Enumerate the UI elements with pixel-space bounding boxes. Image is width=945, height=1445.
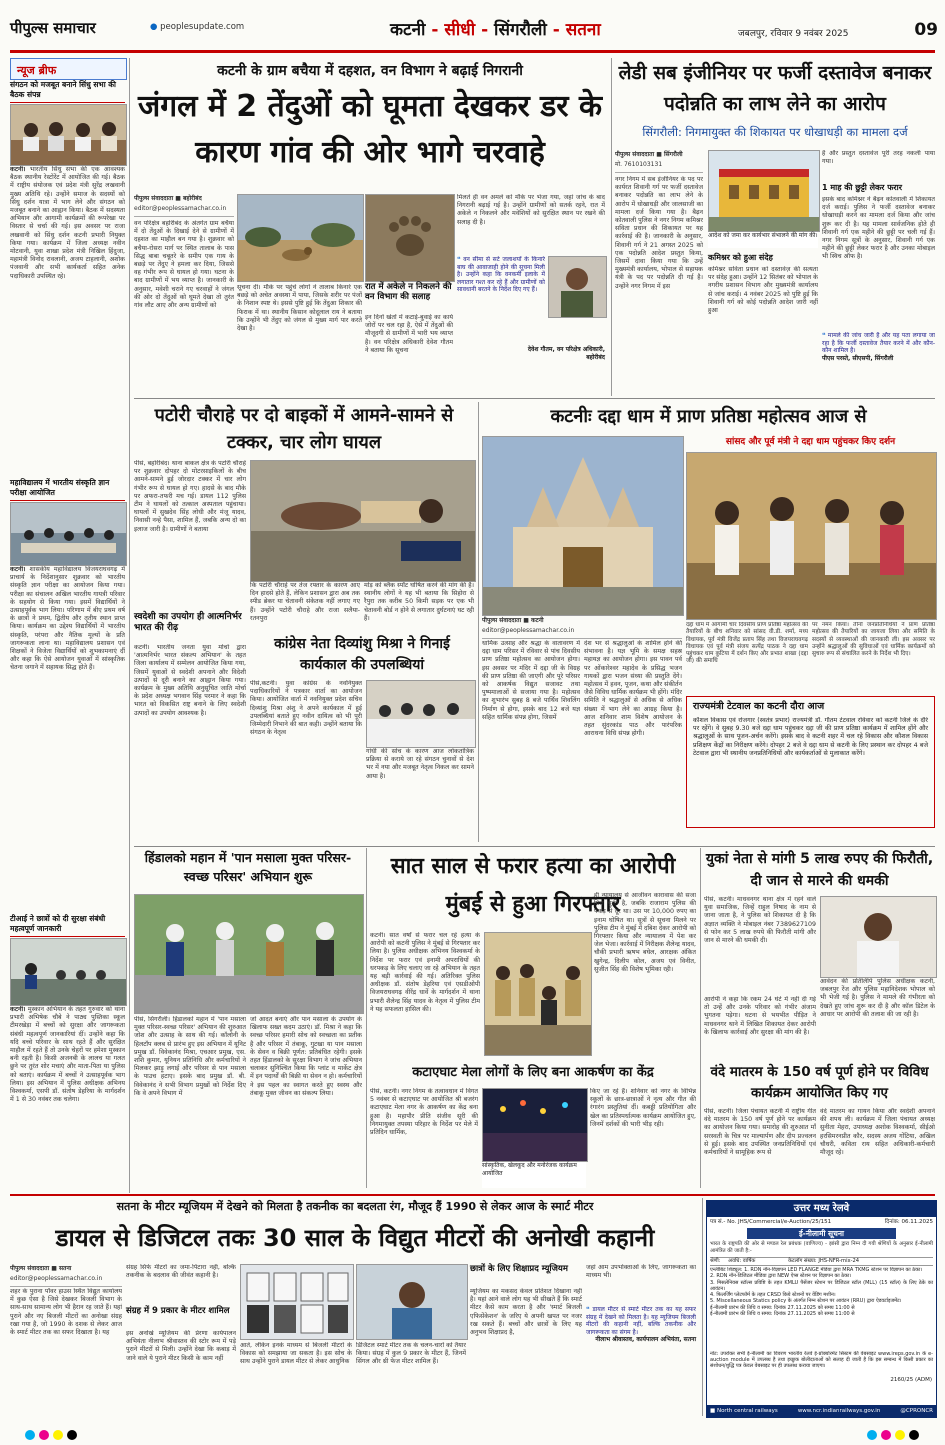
story1-body4: मिलते ही वन अमले को मौके पर भेजा गया, जहां जांच के बाद निगरानी बढ़ाई गई है। उन्होंने ग्रामीणों को सतर्क रहने, रात में अकेले न निकलने और मवेशियों को सुरक्षित स्थान पर रखने की सलाह दी है। [457,194,605,226]
story6-byline: पीपुल्स संवाददाता ■ कटनी editor@peoplessamachar.co.in [482,616,682,639]
page-number: 09 [914,20,938,40]
temple-photo [483,437,683,615]
story5-body2: गांधी की सोच के कारण आज लोकतांत्रिक प्रक्रिया से कराये जा रहे संगठन चुनावों से देश भर में नया और मजबूत नेतृत्व निकल कर सामने आया है। [366,748,474,780]
story7-headline: हिंडालको महान में 'पान मसाला मुक्त परिसर-स्वच्छ परिसर' अभियान शुरू [144,850,352,884]
story1-body1: वन परिक्षेत्र बहोरीबंद के अंतर्गत ग्राम बचैया में दो तेंदुओं के दिखाई देने से ग्रामीणों में दहशत का माहौल बन गया है। शुक्रवार को बचैया-रोसरा मार्ग पर स्थित तालाब के पास सिद्ध बाबा चबूतरे के समीप एक गाय के बछड़े पर तेंदुए ने हमला कर दिया, जिससे वह गंभीर रूप से घायल हो गया। घटना के बाद ग्रामीणों में भय व्याप्त है। जानकारी के अनुसार, मवेशी चराने गए चरवाहों ने जंगल की ओर दो तेंदुओं को घूमते देखा तो तुरंत गांव लौट आए और अन्य ग्रामीणों को [134,220,234,310]
story6-temple-photo [482,436,684,616]
tender-footer [707,1405,936,1417]
story7-body1: पीसं, सिंगरौली। हिंडालको महान में 'पान मसाला मुक्त परिसर-स्वच्छ परिसर' अभियान की शुरुआत जोश और उत्साह के साथ की गई। कॉलोनी के हिलटॉप क्लब से प्रारंभ हुए इस अभियान में यूनिट प्रमुख डॉ. विवेकानंद मिश्रा, एचआर प्रमुख, एस. शशि कुमार, यूनियन प्रतिनिधि और कर्मचारियों ने मिलकर झाड़ू लगाई और परिसर से पान मसाला के पाउच हटाए। इसके बाद प्रमुख डॉ. बी. विवेकानंद ने सभी विभाग प्रमुखों को निर्देश दिए कि वे अपने विभाग में [134,1016,246,1097]
story6-visit-photo [686,452,937,620]
story2-photo [708,150,820,232]
story12-body2: संग्रह सिर्फ मीटरों का जमा-पिटारा नहीं, बल्कि तकनीक के बदलाव की जीवंत कहानी है। [126,1264,236,1280]
story12-body5: डिजिटल स्मार्ट मीटर तक के चलन-चारों को तैयार किया। संग्रह में कुल 9 प्रकार के मीटर हैं, जिनमें सिंगल और थ्री फेज मीटर शामिल हैं। [356,1342,466,1366]
story11-body2: वंदे मातरम का गायन किया और स्वदेशी अपनाने की शपथ ली। कार्यक्रम में जिला पंचायत अध्यक्ष सुनीता मेहरा, उपाध्यक्ष अशोक विश्वकर्मा, सीईओ हरसिमरनप्रीत कौर, सदस्य अजय गोंटिया, अखिल चौधरी, कविता राय सहित अधिकारी-कर्मचारी मौजूद रहे। [820,1108,935,1157]
story1-quote-author: देवेश गौतम, वन परिक्षेत्र अधिकारी, बहोरीबंद [527,346,605,361]
story6-box-title: राज्यमंत्री टेटवाल का कटनी दौरा आज [693,701,825,712]
story9-caption: आवेदन की प्रतिलिपि पुलिस अधीक्षक कटनी, जबलपुर रेंज और पुलिस महानिदेशक भोपाल को भी भेजी गई है। पुलिस ने मामले की गंभीरता को देखते हुए जांच शुरू कर दी है और कॉल डिटेल के आधार पर आरोपी की तलाश की जा रही है। [820,978,935,1018]
tender-note: नोट: उपरोक्त सभी ई-नीलामी का विवरण भारतीय रेलवे ई-प्रोक्योरमेंट सिस्टम की वेबसाइट www.ireps.gov.in के e-auction module में उपलब्ध है तथा इच्छुक बोलीदाताओं को सलाह दी जाती है कि इस सम्बन्ध में किसी प्रकार का संशोधन/शुद्धि पत्र केवल वेबसाइट पर ही उपलब्ध कराया जाएगा। [710,1351,933,1370]
quote-mark-icon: ❝ [586,1306,590,1313]
tender-footer-site[interactable]: www.ncr.indianrailways.gov.in [797,1408,881,1414]
story10-body1: पीसं, कटनी। नगर निगम के तत्वावधान में विगत 5 नवंबर से कटाएघाट पर आयोजित श्री बजरंग कटाएघाट मेला नगर के आकर्षण का केंद्र बना हुआ है। महापौर प्रीति संजीव सूरी की निगमायुक्त तपस्या परिहार के निर्देश पर मेले में प्रतिदिन धार्मिक, [370,1088,478,1137]
quote-mark-icon: ❝ [457,256,461,263]
story6-headline: कटनीः दद्दा धाम में प्राण प्रतिष्ठा महोत्सव आज से [550,406,867,427]
edition-katni: कटनी [390,20,426,40]
edition-satna: सतना [565,20,601,40]
brief-2-photo [10,502,127,566]
tender-ref: पत्र सं.- No. JHS/Commercial/e-Auction/25/151 [710,1219,832,1225]
story12-photo-meters [240,1264,354,1340]
story12-subhead: संग्रह में 9 प्रकार के मीटर शामिल [126,1306,230,1316]
section-rule [10,1194,935,1196]
story12-photo-engineer [356,1264,468,1340]
story6-box-body: कौशल विकास एवं रोजगार (स्वतंत्र प्रभार) राज्यमंत्री डॉ. गौतम टेटवाल रविवार को कटनी जिले के दौरे पर रहेंगे। वे सुबह 9.30 बजे दद्दा धाम पहुंचकर दद्दा जी की प्राण प्रतिष्ठा कार्यक्रम में शामिल होंगे और श्रद्धालुओं के साथ पूजन-अर्चन करेंगे। इसके बाद वे कटनी शहर में चल रहे विकास और कौशल विकास प्रशिक्षण केंद्रों का निरीक्षण करेंगे। दोपहर 2 बजे वे दद्दा धाम से कटनी के लिए प्रस्थान कर दोपहर 4 बजे टेटवाल द्वारा भी स्थानीय जनप्रतिनिधियों और कार्यकर्ताओं से मुलाकात करेंगे। [693,717,928,757]
story3-caption2: मोड़ को ब्लैक स्पॉट घोषित करने की मांग की है। स्थानीय लोगों ने यह भी बताया कि सिहोरा से रैपुरा तक करीब 50 किमी सड़क पर एक भी चेतावनी बोर्ड न होने से लगातार दुर्घटनाएं घट रही हैं। [364,582,474,622]
story10-headline: कटाएघाट मेला लोगों के लिए बना आकर्षण का केंद्र [412,1065,654,1080]
story6-subhead: सांसद और पूर्व मंत्री ने दद्दा धाम पहुंचकर किए दर्शन [725,437,896,447]
story7-body2: जो आदत बनाएं और पान मसाला के उपयोग के खिलाफ सख्त कदम उठाएं। डॉ. मिश्रा ने कहा कि स्वच्छ परिसर हमारी सोच को स्वच्छता का प्रतीक है और परिसर में तंबाकू, गुटखा या पान मसाला के सेवन व बिक्री पूर्णत: प्रतिबंधित रहेगी। इसके तहत हिंडालको के सुरक्षा विभाग ने जांच अभियान चलाकर सुनिश्चित किया कि प्लांट व मार्केट क्षेत्र में इन पदार्थों की बिक्री या सेवन न हो। कर्मचारियों ने इस पहल का स्वागत करते हुए स्वस्थ और तंबाकू मुक्त जीवन का संकल्प लिया। [250,1016,362,1097]
story1-byline: पीपुल्स संवाददाता ■ बहोरीबंद editor@peoplessamachar.co.in [134,194,234,217]
story6-caption2: पर नमन किया। तीनों जनप्रतिनिधियों ने प्राण प्रतिष्ठा महोत्सव की तैयारियों का जायजा लिया और समिति के सदस्यों से व्यवस्थाओं की जानकारी ली। इस अवसर पर उन्होंने श्रद्धालुओं की सुविधाओं एवं धार्मिक कार्यक्रमों को सुचारु रूप से संचालित करने के निर्देश भी दिए। [812,622,935,658]
story1-photo-pugmark [365,194,455,282]
story9-body2: आरोपी ने कहा कि रकम 24 घंटे में नहीं दी गई तो उन्हें और उनके परिवार को गंभीर अंजाम भुगतना पड़ेगा। घटना से भयभीत पीड़ित ने माधवनगर थाने में लिखित शिकायत देकर आरोपी के खिलाफ कार्रवाई और सुरक्षा की मांग की है। [704,996,816,1036]
story6-body1: धार्मिक उत्साह और श्रद्धा के वातावरण में दद्दा धाम परिसर में रविवार से पांच दिवसीय प्राण प्रतिष्ठा महोत्सव का आयोजन होगा। इस अवसर पर मंदिर में दद्दा जी के विग्रह की प्राण प्रतिष्ठा की जाएगी और पूरे परिसर को आकर्षक विद्युत सजावट तथा पुष्पमालाओं से सजाया गया है। महोत्सव का शुभारंभ सुबह 8 बजे पार्थिव शिवलिंग निर्माण से होगा, इसके बाद 12 बजे यज्ञ सहित धार्मिक संपन्न होगा, जिसमें [482,640,580,721]
story8-body1: कटनी। सात वर्षों से फरार चल रहे हत्या के आरोपी को कटनी पुलिस ने मुंबई से गिरफ्तार कर लिया है। पुलिस अधीक्षक अभिनय विश्वकर्मा के निर्देश पर फरार एवं इनामी अपराधियों की धरपकड़ के लिए चलाए जा रहे अभियान के तहत यह बड़ी कार्रवाई की गई। अतिरिक्त पुलिस अधीक्षक डॉ. संतोष डेहरिया एवं एसडीओपी विजयराघवगढ़ वीरेंद्र धार्वे के मार्गदर्शन में थाना प्रभारी शैलेन्द्र सिंह यादव के नेतृत्व में पुलिस टीम ने यह सफलता हासिल की। [370,932,480,1013]
story3-body: पीसं, बहोरीबंद। थाना बाकल क्षेत्र के पटोरी चौराहे पर शुक्रवार दोपहर दो मोटरसाइकिलों के बीच आमने-सामने हुई जोरदार टक्कर में चार लोग गंभीर रूप से घायल हो गए। हादसे के बाद मौके पर अफरा-तफरी मच गई। डायल 112 पुलिस टीम ने घायलों को तत्काल अस्पताल पहुंचाया। घायलों में सुखदेव सिंह लोधी और मंजू यादव, निवासी नन्हे पैसा, शामिल हैं, जबकि अन्य दो का इलाज जारी है। ग्रामीणों ने बताया [134,460,246,533]
story12-kicker: सतना के मीटर म्यूजियम में देखने को मिलता है तकनीक का बदलता रंग, मौजूद हैं 1990 से लेकर आज के स्मार्ट मीटर [116,1200,594,1213]
masthead-rule [10,50,935,53]
story2-quote: ❝ मामले की जांच जारी है और यह पता लगाया जा रहा है कि फर्जी दस्तावेज तैयार करने में और कौन-कौन शामिल है। पीएस परस्ते, सीएसपी, सिंगरौली [822,332,935,362]
tender-lines: एन्लीबिट शिड्यूल: 1. RDN नॉन-विज्ञापन LED FLANGE मेडिया द्वारा MRA TKMG स्टेशन पर विज्ञापन का ठेका। 2. RDN नॉन-डिजिटल मीडिया द्वारा NEW ऐप्स स्टेशन पर विज्ञापन का ठेका। 3. मिसलेनियस स्टॉल्स प्रविष्टि के तहत KMLU पैसेंजर स्टेशन पर डिजिटल स्टॉल (MLL) (15 स्टॉल) के लिए ठेके का आवंटन। 4. फिलर्जिंग प्लेटफॉर्म के तहत CRSD किये स्टेशनों पर वेंडिंग मशीन। 5. Miscellaneous Statics policy के अंतर्गत निम्न स्टेशन पर आवंटन (RRU) द्वारा ऐडवर्टाइजमेंट। ई-नीलामी प्रारंभ की तिथि व समय: दिनांक 27.11.2025 को समय 11:00 से ई-नीलामी प्रारंभ की तिथि व समय: दिनांक 27.11.2025 को समय 11:00 से [710,1267,933,1318]
story2-headline: लेडी सब इंजीनियर पर फर्जी दस्तावेज बनाकर पदोन्नति का लाभ लेने का आरोप [618,62,932,115]
pugmark-photo [366,195,454,281]
tender-notice: उत्तर मध्य रेलवे पत्र सं.- No. JHS/Commercial/e-Auction/25/151 दिनांक: 06.11.2025 ई-नीलामी सूचना भारत के राष्ट्रपति की ओर से मण्डल रेल प्रबंधक (वाणिज्य) - झांसी द्वारा निम्न दी गयी श्रेणियों के अनुसार ई-नीलामी आमंत्रित की जाती है:- श्रेणी: अवधि: वार्षिक केटलॉग संख्या: JHS-NFR-mix-24 एन्लीबिट शिड्यूल: 1. RDN नॉन-विज्ञापन LED FLANGE मेडिया द्वारा MRA TKMG स्टेशन पर विज्ञापन का ठेका। 2. RDN नॉन-डिजिटल मीडिया द्वारा NEW ऐप्स स्टेशन पर विज्ञापन का ठेका। 3. मिसलेनियस स्टॉल्स प्रविष्टि के तहत KMLU पैसेंजर स्टेशन पर डिजिटल स्टॉल (MLL) (15 स्टॉल) के लिए ठेके का आवंटन। 4. फिलर्जिंग प्लेटफॉर्म के तहत CRSD किये स्टेशनों पर वेंडिंग मशीन। 5. Miscellaneous Statics policy के अंतर्गत निम्न स्टेशन पर आवंटन (RRU) द्वारा ऐडवर्टाइजमेंट। ई-नीलामी प्रारंभ की तिथि व समय: दिनांक 27.11.2025 को समय 11:00 से ई-नीलामी प्रारंभ की तिथि व समय: दिनांक 27.11.2025 को समय 11:00 से नोट: उपरोक्त सभी ई-नीलामी का विवरण भारतीय रेलवे ई-प्रोक्योरमेंट सिस्टम की वेबसाइट www.ireps.gov.in के e-auction module में उपलब्ध है तथा इच्छुक बोलीदाताओं को सलाह दी जाती है कि इस सम्बन्ध में किसी प्रकार का संशोधन/शुद्धि पत्र केवल वेबसाइट पर ही उपलब्ध कराया जाएगा। 2160/25 (ADM) ■ North central railways www.ncr.indianrailways.gov.in @CPRONCR [706,1200,937,1418]
story8-body3: ही न्यायालय से आजीवन कारावास की सजा मिल चुकी है, जबकि राजाराम पुलिस की पकड़ से दूर था। उस पर 10,000 रुपए का इनाम घोषित था। सूत्रों से सूचना मिलने पर पुलिस टीम ने मुंबई में दबिश देकर आरोपी को गिरफ्तार किया और न्यायालय में पेश कर जेल भेजा। कार्रवाई में निरीक्षक शैलेन्द्र यादव, चौकी प्रभारी ऋषभ बघेल, आरक्षक अंकित खुगेन्द्र, दिलीप कोल, अजय एवं विनीत, सुजीत सिंह की विशेष भूमिका रही। [594,892,696,973]
story5-body1: पीसं,कटनी। युवा कांग्रेस के नवनियुक्त पदाधिकारियों ने पत्रकार वार्ता का आयोजन किया। आयोजित वार्ता में नवनियुक्त प्रदेश सचिव दिव्यांशु मिश्रा अंशु ने अपने कार्यकाल में हुई उपलब्धियां बताते हुए नवीन दायित्व को भी पूरी जिम्मेदारी निभाने की बात कही। उन्होंने बताया कि संगठन के नेतृत्व [250,680,362,737]
press-conference-photo [367,681,475,747]
story5-photo [366,680,476,748]
story4-body: कटनी। भारतीय जनता युवा मोर्चा द्वारा 'आत्मनिर्भर भारत संकल्प अभियान' के तहत जिला कार्यालय में सम्मेलन आयोजित किया गया, जिसमें युवाओं से स्वदेशी अपनाने और विदेशी उत्पादों से दूरी बनाने का आह्वान किया गया। कार्यक्रम के मुख्य अतिथि अनुसूचित जाति मोर्चा के प्रदेश अध्यक्ष भगवान सिंह परमार ने कहा कि भारत को विकसित राष्ट्र बनाने के लिए स्वदेशी उत्पादों का उपयोग आवश्यक है। [134,644,246,717]
brief-3-body: कटनी। मुस्कान अभियान के तहत गुरुवार को थाना प्रभारी अभिषेक चौबे ने पाठ्य पुस्तिका स्कूल टीमरखेड़ा में बच्चों को सुरक्षा और जागरूकता संबंधी महत्वपूर्ण जानकारियां दीं। उन्होंने कहा कि यदि बच्चे परिवार के साथ रहते हैं और सुरक्षित माहौल में रहते हैं तो उनके चेहरों पर हमेशा मुस्कान बनी रहती है। किसी अजनबी के लालच या गलत छुने पर तुरंत शोर मचाएं और माता-पिता या पुलिस को बताएं। कार्यक्रम में बच्चों ने उत्साहपूर्वक भाग लिया। इस अभियान में पुलिस अधीक्षक अभिनय विश्वकर्मा, एसपी डॉ. संतोष डेहरिया के मार्गदर्शन में 1 से 30 नवंबर तक चलेगा। [10,1006,125,1104]
fair-night-photo [483,1089,587,1161]
story1-body3: इन दिनों खेतों में कटाई-बुवाई का कार्य जोरों पर चल रहा है, ऐसे में तेंदुओं की मौजूदगी से ग्रामीणों में भारी भय व्याप्त है। वन परिक्षेत्र अधिकारी देवेश गौतम ने बताया कि सूचना [365,314,453,354]
story1-subhead: रात में अकेले न निकलने की वन विभाग की सलाह [365,282,452,302]
classroom-photo [11,939,126,1005]
story3-photo [250,460,476,582]
brief-2-title: महाविद्यालय में भारतीय संस्कृति ज्ञान परीक्षा आयोजित [10,478,125,501]
meeting-photo [11,105,126,165]
brief-1-title: संगठन को मजबूत बनाने सिंधु सभा की बैठक संपन्न [10,80,125,103]
story2-byline: पीपुल्स संवाददाता ■ सिंगरौली मो. 7610103131 [615,150,703,173]
brief-1-photo [10,104,127,166]
story1-body2: सूचना दी। मौके पर पहुंचे लोगों ने तालाब किनारे एक बछड़े को अचेत अवस्था में पाया, जिसके शरीर पर पंजों के निशान स्पष्ट थे। इससे पुष्टि हुई कि तेंदुआ शिकार की फिराक में था। स्थानीय किसान कोदूलाल राय ने बताया कि उन्होंने भी तेंदुए को जंगल से मुख्य मार्ग पार करते देखा है। [237,284,362,333]
tender-code: 2160/25 (ADM) [890,1377,932,1383]
column-divider [700,848,701,1188]
tender-footer-left[interactable]: ■ North central railways [710,1408,778,1414]
story6-caption: दद्दा धाम में आगामी चार दिवसीय प्राण प्रतिष्ठा महोत्सव की तैयारियों के बीच शनिवार को सांसद वी.डी. शर्मा, मध्य विधायक, पूर्व मंत्री विजेंद्र प्रताप सिंह तथा विजयराघवगढ़ विधायक एवं पूर्व मंत्री संजय सत्येंद्र पाठक ने दद्दा धाम पहुंचकर धाम कुटिया में दर्शन किए और प्रभात शाखा (दद्दा जी) की समाधि [686,622,808,665]
story12-body7: जहां आम उपभोक्ताओं के लिए, जागरूकता का माध्यम भी। [586,1264,696,1280]
story12-subhead2: छात्रों के लिए शिक्षाप्रद म्यूजियम [470,1264,568,1274]
meter-collection-photo [241,1265,353,1339]
rail-icon: ■ [710,1408,717,1414]
story2-subhead2: कमिश्नर को हुआ संदेह [708,253,773,262]
edition-names: कटनी - सीधी - सिंगरौली - सतना [390,20,601,40]
story8-headline: सात साल से फरार हत्या का आरोपी मुंबई से हुआ गिरफ्तार [390,854,676,917]
story10-caption: सांस्कृतिक, खेलकूद और मनोरंजक कार्यक्रम आयोजित [482,1162,586,1188]
story7-photo [134,894,364,1014]
story12-body4: आते, लेकिन इनके माध्यम से बिजली मीटरों के विकास को समझाया जा सकता है। इस सोच के साथ उन्होंने पुराने डायल मीटर से लेकर आधुनिक [240,1342,352,1366]
brief-3-photo [10,938,127,1006]
story1-photo-forest [237,194,364,282]
story5-headline: कांग्रेस नेता दिव्यांशु मिश्रा ने गिनाई कार्यकाल की उपलब्धियां [274,636,450,673]
story4-headline: स्वदेशी का उपयोग ही आत्मनिर्भर भारत की रीढ़ [134,612,242,633]
brief-2-body: कटनी। शासकीय महाविद्यालय विजयराघवगढ़ में प्राचार्य के निर्देशानुसार शुक्रवार को भारतीय संस्कृति ज्ञान परीक्षा का आयोजन किया गया। परीक्षा का संचालन अखिल भारतीय गायत्री परिवार के सहयोग से किया गया। इसमें विद्यार्थियों ने उत्साहपूर्वक भाग लिया। परिणाम में बीए प्रथम वर्ष के छात्रों ने प्रथम, द्वितीय और तृतीय स्थान प्राप्त किया। कार्यक्रम का उद्देश्य विद्यार्थियों में भारतीय संस्कृति, परंपरा और नैतिक मूल्यों के प्रति जागरूकता लाना था। महाविद्यालय प्रशासन एवं शिक्षकों ने विजेता विद्यार्थियों को शुभकामनाएं दीं और कहा कि ऐसे आयोजन युवाओं में सांस्कृतिक चेतना जगाने में सहायक सिद्ध होते हैं। [10,566,125,672]
tender-title: ई-नीलामी सूचना [747,1228,896,1239]
story2-photo-caption: आदेश को जमा कर कार्यभार संभालने की मांग की। [708,232,818,248]
column-divider [366,848,367,1188]
engineer-photo [357,1265,467,1339]
globe-icon: ● [150,22,158,32]
story3-caption: कि पटोरी चौराहे पर तेज रफ्तार के कारण आए दिन हादसे होते हैं, लेकिन प्रशासन द्वारा अब तक स्पीड ब्रेकर या चेतावनी संकेतक नहीं लगाए गए हैं। उन्होंने पटोरी चौराहे और राजा सलैया-रतनपुरा [250,582,360,622]
tender-header: उत्तर मध्य रेलवे [707,1201,936,1217]
story1-kicker: कटनी के ग्राम बचैया में दहशत, वन विभाग ने बढ़ाई निगरानी [217,63,523,79]
registration-marks [10,1429,935,1441]
tender-intro: भारत के राष्ट्रपति की ओर से मण्डल रेल प्रबंधक (वाणिज्य) - झांसी द्वारा निम्न दी गयी श्रेणियों के अनुसार ई-नीलामी आमंत्रित की जाती है:- [710,1241,933,1254]
quote-mark-icon: ❝ [822,332,826,339]
column-divider [611,58,612,396]
story1-officer-photo [548,256,607,318]
column-divider [129,58,130,1193]
story11-body1: पीसं, कटनी। जिला पंचायत कटनी में राष्ट्रीय गीत वंदे मातरम के 150 वर्ष पूर्ण होने पर कार्यक्रम का आयोजन किया गया। समारोह की शुरुआत माँ सरस्वती के चित्र पर माल्यार्पण और दीप प्रज्वलन से हुई। इसके बाद उपस्थित जनप्रतिनिधियों एवं कर्मचारियों ने सामूहिक रूप से [704,1108,816,1157]
story11-headline: वंदे मातरम के 150 वर्ष पूर्ण होने पर विविध कार्यक्रम आयोजित किए गए [710,1064,929,1101]
print-color-marks [10,1426,935,1438]
story12-headline: डायल से डिजिटल तकः 30 साल के विद्युत मीटरों की अनोखी कहानी [55,1224,655,1252]
story12-body1: शहर के पुराना पॉवर हाउस स्थित विद्युत कार्यालय में कुछ ऐसा है जिसे देखकर बिजली विभाग के साथ-साथ सामान्य लोग भी हैरान रह जाते हैं। यहां पुराने और नए बिजली मीटरों का अनोखा संग्रह रखा गया है, जो 1990 के दशक से लेकर आज के स्मार्ट मीटर तक का सफर दिखाता है। यह [10,1288,122,1337]
issue-date: जबलपुर, रविवार 9 नवंबर 2025 [738,29,849,39]
accident-photo [251,461,475,581]
story12-body6: म्यूजियम का मकसद केवल प्रतिशत दिखाना नहीं है। यहां आने वाले लोग यह भी सीखते हैं कि स्मार्ट मीटर कैसे काम करता है और 'स्मार्ट बिजली एफिसेंकेशन' के जरिए ये अपनी खपत पर नजर रख सकते हैं। बच्चों और छात्रों के लिए यह अनुभव शिक्षाप्रद है, [470,1288,582,1337]
story9-body1: पीसं, कटनी। माधवनगर थाना क्षेत्र में रहने वाले युवा समाजिक, जिन्हें राहुल निषाद के नाम से जाना जाता है, ने पुलिस को शिकायत दी है कि अज्ञात व्यक्ति ने मोबाइल नंबर 7389627109 से फोन कर 5 लाख रुपये की फिरौती मांगी और जान से मारने की धमकी दी। [704,896,816,945]
officer-portrait [549,257,606,317]
edition-sidhi: सीधी [444,20,476,40]
municipal-building-photo [709,151,819,231]
story9-headline: युकां नेता से मांगी 5 लाख रुपए की फिरौती, दी जान से मारने की धमकी [705,851,934,889]
leopard-photo [238,195,363,281]
leaders-visit-photo [687,453,936,619]
story8-photo [484,932,592,1056]
story2-body2: कमिश्नर सविता प्रधान को दस्तावेज़ की सत्यता पर संदेह हुआ। उन्होंने 12 सितंबर को भोपाल के नगरीय प्रशासन विभाग और मुख्यमंत्री कार्यालय से जांच कराई। 4 नवंबर 2025 को पुष्टि हुई कि शिवानी गर्ग को कोई पदोन्नति आदेश जारी नहीं हुआ [708,266,818,315]
story2-subhead3: 1 माह की छुट्टी लेकर फरार [822,183,903,192]
story2-body1: नगर निगम में सब इंजीनियर के पद पर कार्यरत शिवानी गर्ग पर फर्जी दस्तावेज बनाकर पदोन्नति का लाभ लेने के आरोप में धोखाधड़ी और जालसाजी का मामला दर्ज किया गया है। बैढ़न कोतवाली पुलिस ने नगर निगम कमिश्नर सविता प्रधान की शिकायत पर यह कार्रवाई की है। जानकारी के अनुसार, शिवानी गर्ग ने 21 अगस्त 2025 को एक पदोन्नति आदेश प्रस्तुत किया, जिसमें दावा किया गया कि उन्हें मुख्यमंत्री कार्यालय, भोपाल से सहायक यंत्री के पद पर पदोन्नति दी गई है। उन्होंने नगर निगम में इस [615,176,703,290]
story12-body3: इस अनोखे म्यूजियम की प्रेरणा कार्यपालन अभियंता नीलाभ श्रीवास्तव की स्टोर रूम में पड़े पुराने मीटरों से मिली। उन्होंने देखा कि कबाड़ में जाने वाले ये पुराने मीटर किसी के काम नहीं [126,1330,236,1362]
story1-headline: जंगल में 2 तेंदुओं को घूमता देखकर डर के कारण गांव की ओर भागे चरवाहे [137,89,603,170]
news-brief-label: न्यूज ब्रीफ [10,58,127,80]
story3-headline: पटोरी चौराहे पर दो बाइकों में आमने-सामने से टक्कर, चार लोग घायल [154,405,454,453]
story10-photo [482,1088,588,1162]
news-brief-column [10,58,125,1104]
cleanliness-drive-photo [135,895,363,1013]
story10-body2: किए जा रहे हैं। शनिवार को नगर के विभिन्न स्कूलों के छात्र-छात्राओं ने नृत्य और गीत की रंगारंग प्रस्तुतियां दीं। कबड्डी प्रतियोगिता और खेल का प्रतिस्पर्धात्मक कार्यक्रम आयोजित हुए, जिनमें दर्शकों की भारी भीड़ रही। [590,1088,696,1128]
story6-body2: देश भर से श्रद्धालुओं के शामिल होने की संभावना है। यज्ञ भूमि के समक्ष सहस्र महायज्ञ का आयोजन होगा। इस पावन पर्व पर ओंकारेश्वर महादेव के प्रसिद्ध भजन गायकों द्वारा भजन संध्या की प्रस्तुति देंगे। महोत्सव में हवन, पूजन, कथा और संकीर्तन जैसे विविध धार्मिक कार्यक्रम भी होंगे। मंदिर समिति ने श्रद्धालुओं से अधिक से अधिक संख्या में भाग लेने का आग्रह किया है। आज शनिवार शाम विशेष आयोजन के तहत सुंदरकांड पाठ और पारंपरिक आराधना विधि संपन्न होगी। [584,640,682,738]
story12-quote: ❝ डायल मीटर से स्मार्ट मीटर तक का यह सफर संग्रह में देखने को मिलता है। यह म्यूजियम बिजली मीटरों की कहानी नहीं, बल्कि तकनीक और जागरूकता का संगम है। नीलाभ श्रीवास्तव, कार्यपालन अभियंता, सतना [586,1306,696,1344]
brief-3-title: टीआई ने छात्रों को दी सुरक्षा संबंधी महत्वपूर्ण जानकारी [10,914,125,937]
edition-singrauli: सिंगरौली [494,20,547,40]
column-divider [478,402,479,842]
logo: पीपुल्स समाचार [10,19,96,37]
story2-body4: इसके बाद कमिश्नर ने बैढ़न कोतवाली में शिकायत दर्ज कराई। पुलिस ने फर्जी दस्तावेज बनाकर धोखाधड़ी करने का मामला दर्ज किया और जांच शुरू कर दी है। यह मामला सार्वजनिक होते ही शिवानी गर्ग एक महीने की छुट्टी पर चली गई हैं। नगर निगम सूत्रों के अनुसार, शिवानी गर्ग एक महीने की छुट्टी लेकर फरार है और उनका मोबाइल भी स्विच ऑफ है। [822,196,935,261]
column-divider [702,1198,703,1416]
story1-quote: ❝ वन सीमा से सटे जलाशयों के किनारे बाघ की आवाजाही होने की सूचना मिली है। उन्होंने कहा कि वनकर्मी इलाके में लगातार गश्त कर रहे हैं और ग्रामीणों को सावधानी बरतने के निर्देश दिए गए हैं। [457,256,545,294]
tender-date: दिनांक: 06.11.2025 [884,1219,933,1225]
police-team-photo [485,933,591,1055]
website[interactable]: ● peoplesupdate.com [150,22,245,32]
story2-body3: है और प्रस्तुत दस्तावेज पूरी तरह नकली पाया गया। [822,150,935,166]
brief-1-body: कटनी। भारतीय सिंधु सभा की एक आवश्यक बैठक स्थानीय रेस्टोरेंट में आयोजित की गई। बैठक में राष्ट्रीय संयोजक एवं प्रदेश मंत्री सुरेंद्र लखवानी मुख्य अतिथि रहे। उन्होंने समाज के सदस्यों को सिंधु दर्शन यात्रा में भाग लेने और संगठन को मजबूत बनाने का आह्वान किया। बैठक में सदस्यता अभियान और आगामी कार्यक्रमों की रूपरेखा पर विस्तार से चर्चा की गई। इस अवसर पर राजा लखवानी को सिंधु दर्शन कटनी प्रभारी नियुक्त किया गया। कार्यक्रम में जिला अध्यक्ष नवीन मोटवानी, युवा शाखा प्रदेश मंत्री निखिल हिंदुजा, महामंत्री विनोद रावलानी, अजय टाहलानी, अशोक पंजवानी और सभी कार्यकर्ता सहित अनेक पदाधिकारी उपस्थित रहे। [10,166,125,280]
tender-footer-social[interactable]: @CPRONCR [900,1408,933,1414]
section-rule [134,846,935,847]
story2-subhead: सिंगरौली: निगमायुक्त की शिकायत पर धोखाधड़ी का मामला दर्ज [642,125,908,139]
masthead [10,12,938,52]
story12-byline: पीपुल्स संवाददाता ■ सतना editor@peoplessamachar.co.in [10,1264,122,1287]
youth-leader-photo [821,897,936,977]
exam-photo [11,503,126,565]
section-rule [134,398,935,399]
story9-photo [820,896,937,978]
story6-box [686,696,935,828]
